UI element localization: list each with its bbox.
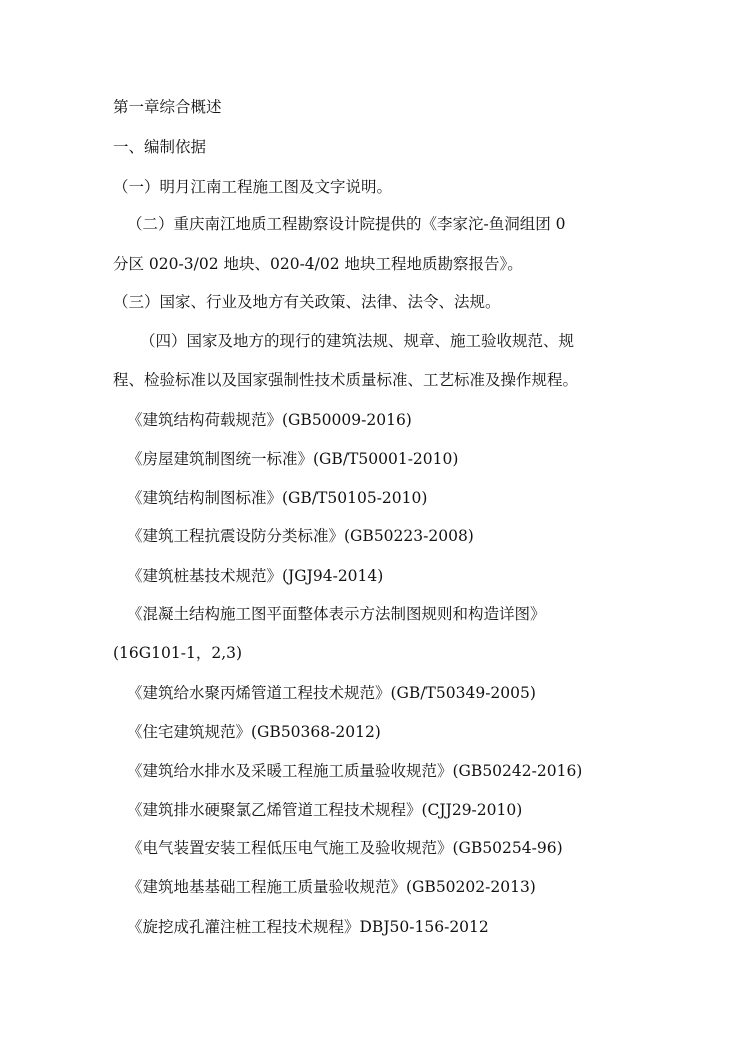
standard-item: 《住宅建筑规范》(GB50368-2012) [127,723,381,741]
standard-item: 《建筑给水排水及采暖工程施工质量验收规范》(GB50242-2016) [127,762,583,780]
standard-item: 《电气装置安装工程低压电气施工及验收规范》(GB50254-96) [127,839,563,857]
standard-item: 《建筑地基基础工程施工质量验收规范》(GB50202-2013) [127,878,536,896]
basis-item-4-line-2: 程、检验标准以及国家强制性技术质量标准、工艺标准及操作规程。 [113,371,579,389]
standard-item: 《建筑给水聚丙烯管道工程技术规范》(GB/T50349-2005) [127,684,536,702]
basis-item-3: （三）国家、行业及地方有关政策、法律、法令、法规。 [113,293,501,311]
basis-item-1: （一）明月江南工程施工图及文字说明。 [113,178,393,196]
section-title: 一、编制依据 [113,138,207,156]
standard-item: 《建筑结构荷载规范》(GB50009-2016) [127,411,412,429]
standard-item: 《混凝土结构施工图平面整体表示方法制图规则和构造详图》 [127,605,546,623]
standard-item: 《建筑排水硬聚氯乙烯管道工程技术规程》(CJJ29-2010) [127,801,523,819]
standard-item: 《建筑结构制图标准》(GB/T50105-2010) [127,489,428,507]
basis-item-2-line-2: 分区 020-3/02 地块、020-4/02 地块工程地质勘察报告》。 [113,255,523,273]
standard-item-continuation: (16G101-1，2,3) [113,644,243,662]
standard-item: 《建筑桩基技术规范》(JGJ94-2014) [127,567,384,585]
basis-item-4-line-1: （四）国家及地方的现行的建筑法规、规章、施工验收规范、规 [140,332,575,350]
standard-item: 《旋挖成孔灌注桩工程技术规程》DBJ50-156-2012 [127,918,489,936]
chapter-title: 第一章综合概述 [113,98,222,116]
standard-item: 《建筑工程抗震设防分类标准》(GB50223-2008) [127,527,474,545]
standard-item: 《房屋建筑制图统一标准》(GB/T50001-2010) [127,450,459,468]
basis-item-2-line-1: （二）重庆南江地质工程勘察设计院提供的《李家沱-鱼洞组团 0 [127,215,566,233]
